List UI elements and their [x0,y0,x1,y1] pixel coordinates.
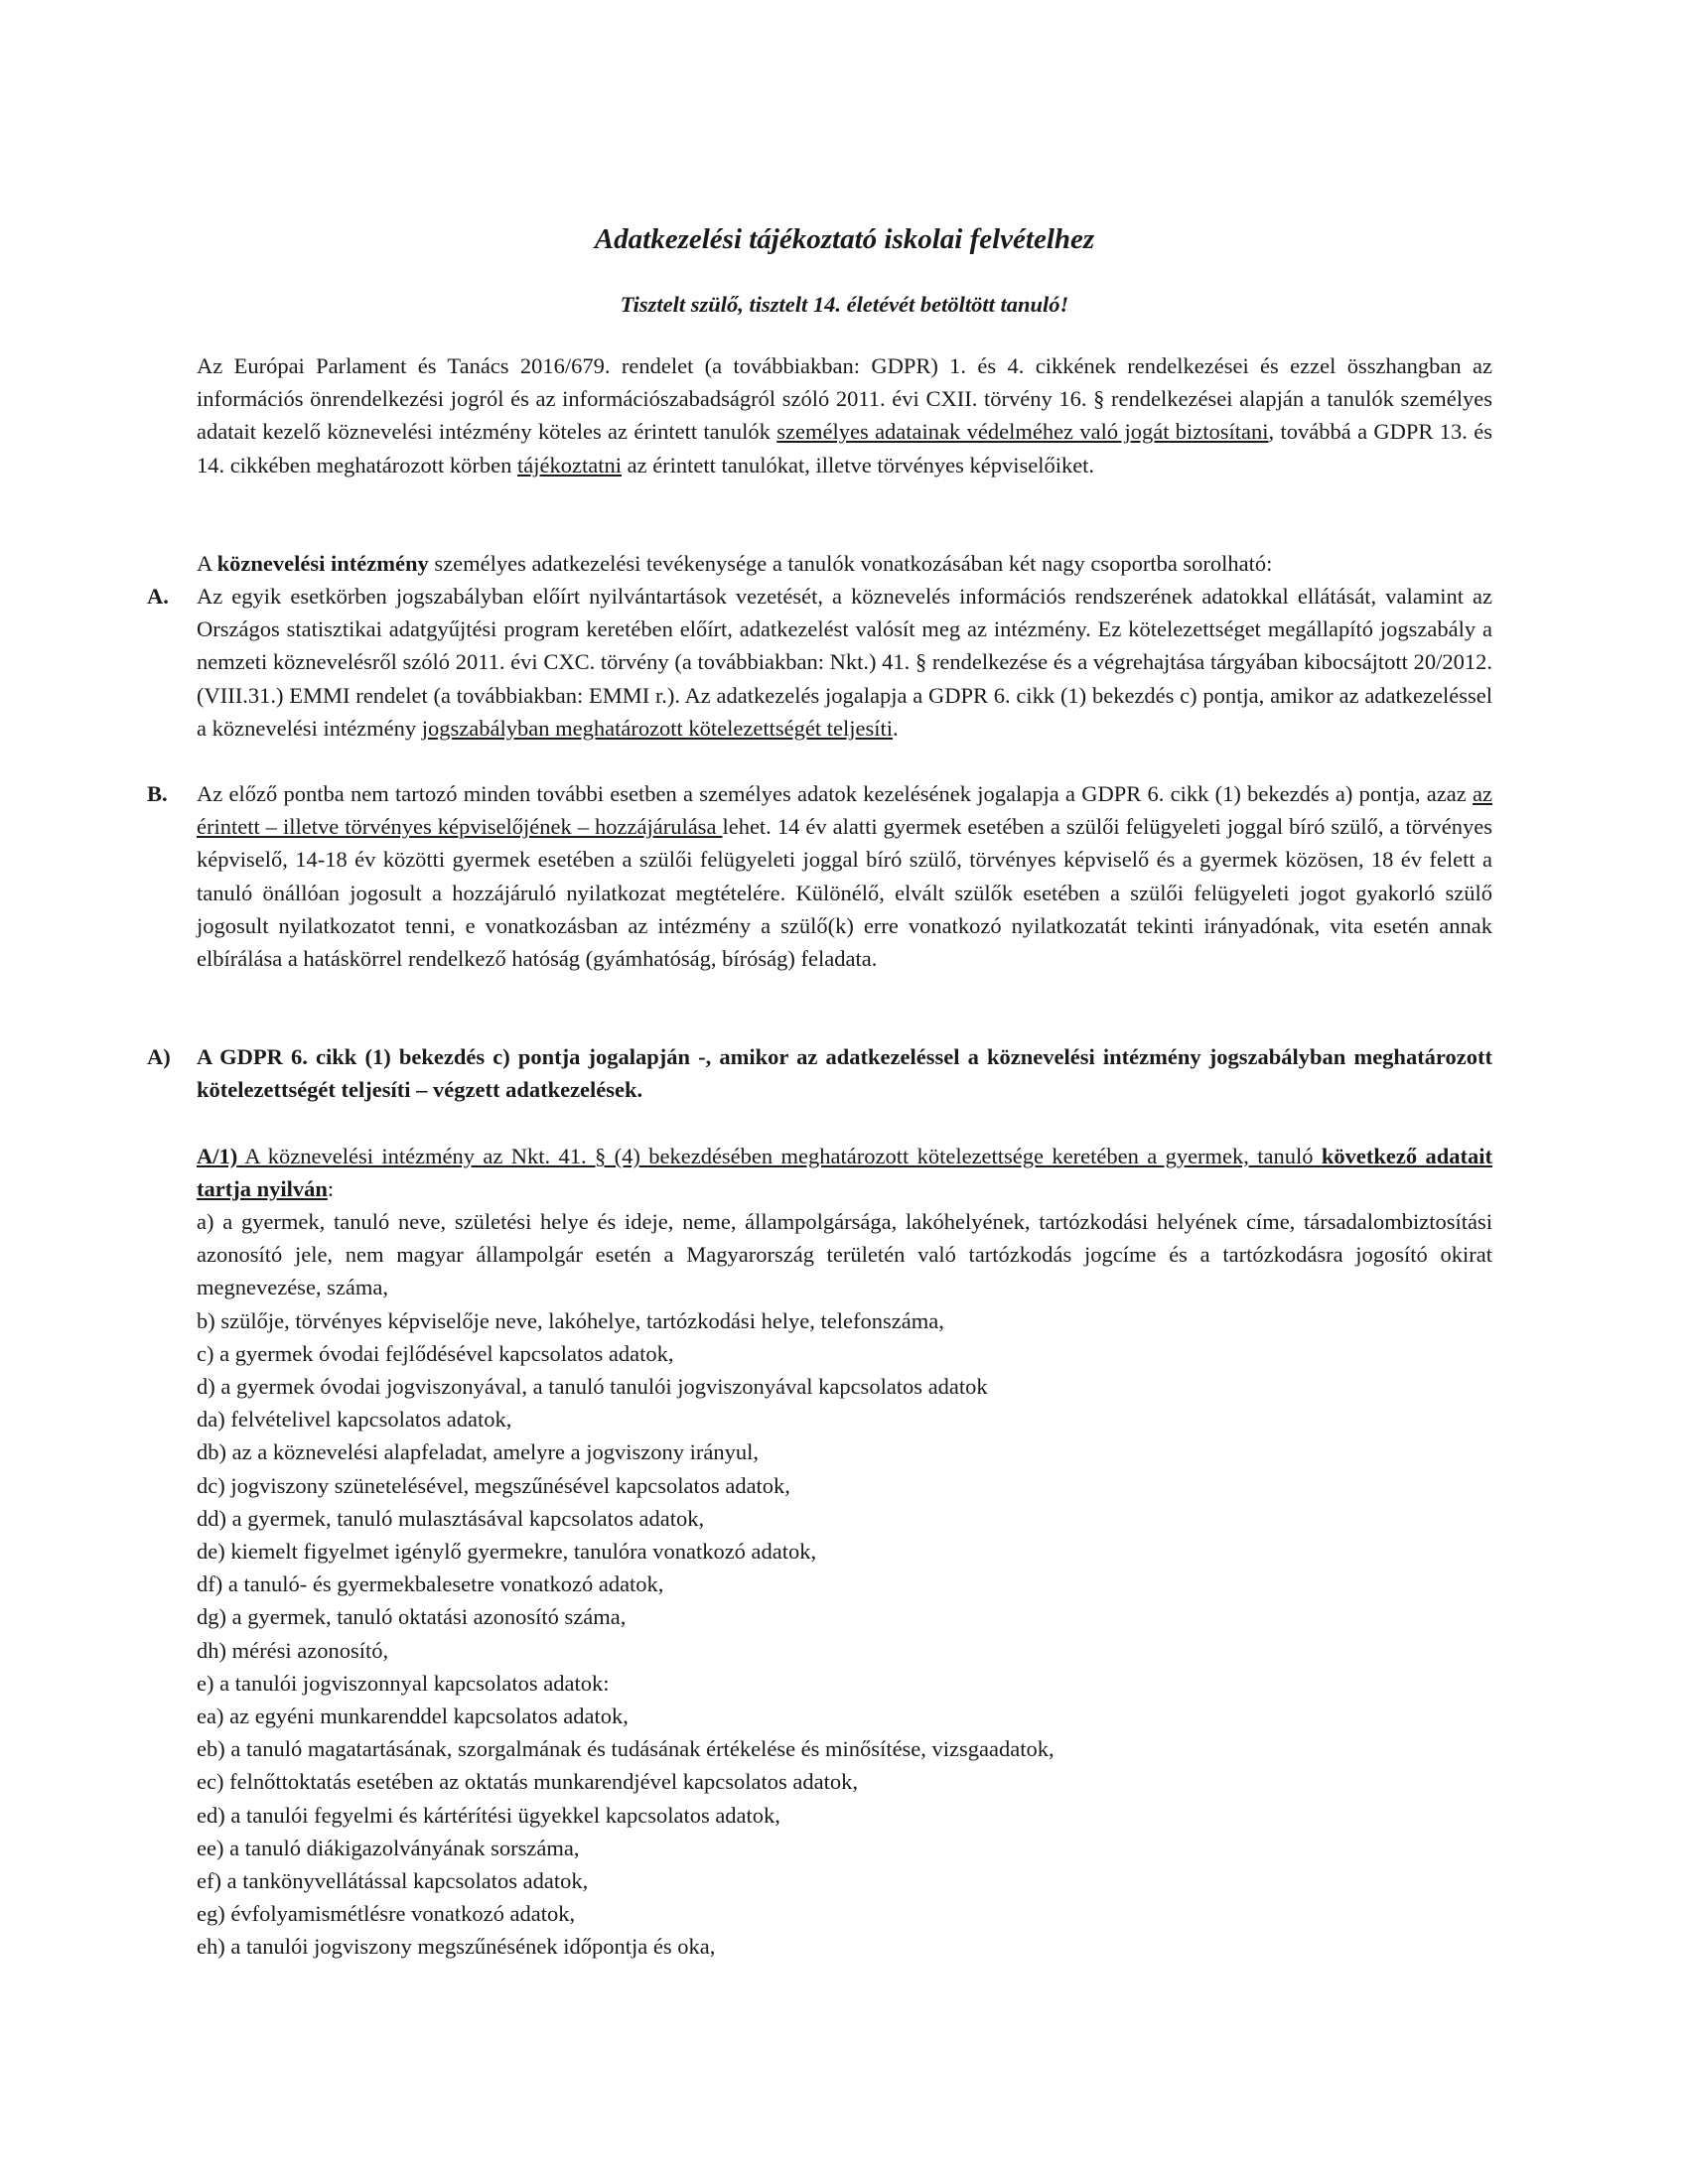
item-b [147,777,1492,975]
list-item: ed) a tanulói fegyelmi és kártérítési ügyekkel kapcsolatos adatok, [197,1802,780,1828]
list-item: eg) évfolyamismétlésre vonatkozó adatok, [197,1901,576,1927]
intro-underline-1: személyes adatainak védelméhez való jogát biztosítani [776,419,1269,445]
list-item: b) szülője, törvényes képviselője neve, lakóhelye, tartózkodási helye, telefonszáma, [197,1307,944,1333]
a1-colon: : [327,1176,335,1202]
list-item: de) kiemelt figyelmet igénylő gyermekre, tanulóra vonatkozó adatok, [197,1539,817,1565]
list-item: db) az a köznevelési alapfeladat, amelyre a jogviszony irányul, [197,1439,760,1465]
section-a-marker: A) [147,1044,171,1069]
list-item: dg) a gyermek, tanuló oktatási azonosító száma, [197,1604,627,1630]
intro-text-2: , továbbá a GDPR 13. és 14. cikkében meghatározott körben [197,419,1492,478]
item-b-underline: az érintett – illetve törvényes képviselőjének – hozzájárulása [197,781,1492,840]
groups-intro [197,547,1492,580]
list-item: a) a gyermek, tanuló neve, születési helye és ideje, neme, állampolgársága, lakóhelyének, tartózkodási helyének címe, társadalombiztosítási azonosító jele, nem magyar állampolgár esetén a Magyarország területén való tartózkodás jogcíme és a tartózkodásra jogosító okirat megnevezése, száma, [197,1209,1492,1300]
section-a-heading [147,1040,1492,1106]
intro-paragraph [197,349,1492,481]
item-b-text-2: lehet. 14 év alatti gyermek esetében a szülői felügyeleti joggal bíró szülő, a törvényes képviselő, 14-18 év közötti gyermek esetében a szülői felügyeleti joggal bíró szülő, törvényes képviselő és a gyermek közösen, 18 év felett a tanuló önállóan jogosult a hozzájáruló nyilatkozat megtételére. Különélő, elvált szülők esetében a szülői felügyeleti jogot gyakorló szülő jogosult nyilatkozatot tenni, e vonatkozásban az intézmény a szülő(k) erre vonatkozó nyilatkozatát tekinti irányadónak, vita esetén annak elbírálása a hatáskörrel rendelkező hatóság (gyámhatóság, bíróság) feladata. [197,814,1492,972]
list-item: dd) a gyermek, tanuló mulasztásával kapcsolatos adatok, [197,1505,705,1531]
list-item: ee) a tanuló diákigazolványának sorszáma, [197,1835,580,1860]
data-list [197,1205,1492,1964]
list-item: e) a tanulói jogviszonnyal kapcsolatos adatok: [197,1670,610,1696]
list-item: eb) a tanuló magatartásának, szorgalmának és tudásának értékelése és minősítése, vizsgaadatok, [197,1736,1055,1762]
a1-intro [197,1140,1492,1205]
list-item: dh) mérési azonosító, [197,1637,389,1663]
list-item: dc) jogviszony szünetelésével, megszűnésével kapcsolatos adatok, [197,1472,790,1498]
list-item: c) a gyermek óvodai fejlődésével kapcsolatos adatok, [197,1340,674,1366]
intro-underline-2: tájékoztatni [517,452,622,478]
a1-bold-underline: következő adatait tartja nyilván [197,1144,1493,1202]
list-item: da) felvételivel kapcsolatos adatok, [197,1407,512,1433]
item-b-text-1: Az előző pontba nem tartozó minden további esetben a személyes adatok kezelésének jogalapja a GDPR 6. cikk (1) bekezdés a) pontja, azaz [197,781,1474,806]
item-a-text: Az egyik esetkörben jogszabályban előírt nyilvántartások vezetését, a köznevelés információs rendszerének adatokkal ellátását, valamint az Országos statisztikai adatgyűjtési program keretében előírt, adatkezelést valósít meg az intézmény. Ez kötelezettséget megállapító jogszabály a nemzeti köznevelésről szóló 2011. évi CXC. törvény (a továbbiakban: Nkt.) 41. § rendelkezése és a végrehajtása tárgyában kibocsájtott 20/2012. (VIII.31.) EMMI rendelet (a továbbiakban: EMMI r.). Az adatkezelés jogalapja a GDPR 6. cikk (1) bekezdés c) pontja, amikor az adatkezeléssel a köznevelési intézmény [197,584,1492,741]
section-a-heading-text: A GDPR 6. cikk (1) bekezdés c) pontja jogalapján -, amikor az adatkezeléssel a köznevelési intézmény jogszabályban meghatározott kötelezettségét teljesíti – végzett adatkezelések. [197,1044,1492,1103]
list-item: ec) felnőttoktatás esetében az oktatás munkarendjével kapcsolatos adatok, [197,1769,858,1795]
a1-label: A/1) [197,1144,238,1168]
list-item: eh) a tanulói jogviszony megszűnésének időpontja és oka, [197,1934,716,1960]
intro-text-3: az érintett tanulókat, illetve törvényes képviselőiket. [621,452,1095,478]
a1-text: A köznevelési intézmény az Nkt. 41. § (4) bekezdésében meghatározott kötelezettsége keretében a gyermek, tanuló [237,1144,1322,1168]
groups-intro-bold: köznevelési intézmény [216,551,429,576]
document-title: Adatkezelési tájékoztató iskolai felvételhez [594,223,1095,255]
list-item: ea) az egyéni munkarenddel kapcsolatos adatok, [197,1704,629,1729]
item-a-end: . [892,715,899,741]
list-item: d) a gyermek óvodai jogviszonyával, a tanuló tanulói jogviszonyával kapcsolatos adatok [197,1374,988,1400]
list-item: df) a tanuló- és gyermekbalesetre vonatkozó adatok, [197,1571,664,1597]
item-a-marker: A. [147,584,169,609]
greeting: Tisztelt szülő, tisztelt 14. életévét betöltött tanuló! [620,292,1069,317]
intro-text-1: Az Európai Parlament és Tanács 2016/679. rendelet (a továbbiakban: GDPR) 1. és 4. cikkének rendelkezései és ezzel összhangban az információs önrendelkezési jogról és az információszabadságról szóló 2011. évi CXII. törvény 16. § rendelkezései alapján a tanulók személyes adatait kezelő köznevelési intézmény köteles az érintett tanulók [197,353,1492,445]
groups-intro-prefix: A [197,551,217,576]
groups-intro-suffix: személyes adatkezelési tevékenysége a tanulók vonatkozásában két nagy csoportba sorolható: [428,551,1273,576]
item-b-marker: B. [147,781,168,806]
item-a [147,580,1492,745]
item-a-underline: jogszabályban meghatározott kötelezettségét teljesíti [421,715,893,741]
list-item: ef) a tankönyvellátással kapcsolatos adatok, [197,1868,589,1894]
